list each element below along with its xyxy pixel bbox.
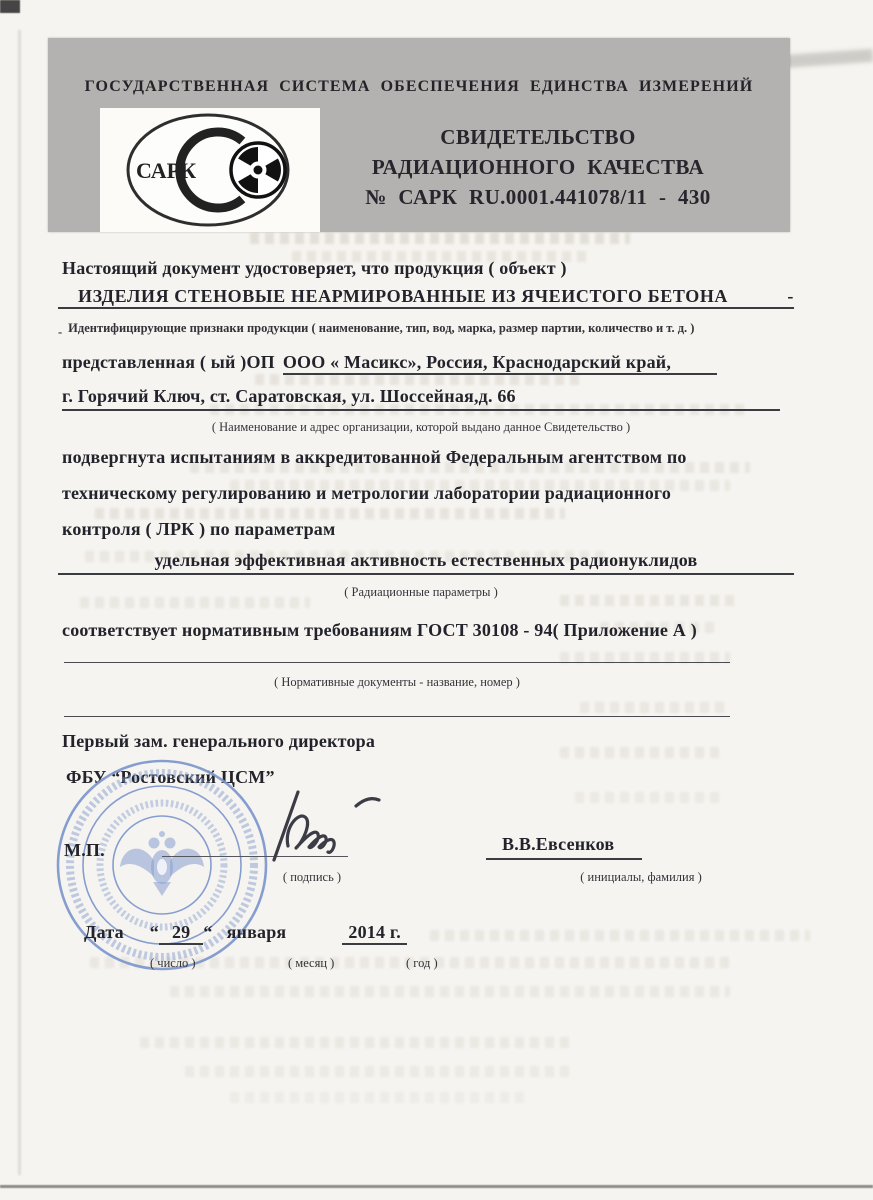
bleed-through-text — [140, 1037, 570, 1048]
certificate-header-banner — [48, 38, 790, 232]
bleed-through-text — [95, 508, 565, 519]
product-name: ИЗДЕЛИЯ СТЕНОВЫЕ НЕАРМИРОВАННЫЕ ИЗ ЯЧЕИСТОГО БЕТОНА — [78, 286, 729, 306]
caption-dash: - — [58, 325, 63, 339]
handwritten-signature-icon — [258, 784, 408, 868]
organization-name: ООО « Масикс», Россия, Краснодарский край, — [283, 352, 671, 375]
organization-address: г. Горячий Ключ, ст. Саратовская, ул. Шоссейная,д. 66 — [62, 386, 780, 411]
gost-system-header: ГОСУДАРСТВЕННАЯ СИСТЕМА ОБЕСПЕЧЕНИЯ ЕДИНСТВА ИЗМЕРЕНИЙ — [84, 78, 754, 95]
name-caption: ( инициалы, фамилия ) — [580, 870, 702, 884]
sark-logo — [100, 108, 320, 232]
date-row — [84, 922, 407, 945]
statement-intro: Настоящий документ удостоверяет, что продукция ( объект ) — [62, 258, 567, 278]
title-line-1: СВИДЕТЕЛЬСТВО — [440, 125, 636, 149]
bleed-through-text — [170, 986, 730, 997]
scan-left-edge-shadow — [18, 30, 21, 1175]
bleed-through-text — [430, 930, 810, 941]
signatory-name: В.В.Евсенков — [486, 834, 642, 860]
quote-open: “ — [149, 922, 159, 942]
product-name-line — [58, 286, 794, 309]
date-month: января — [226, 922, 287, 942]
bleed-through-text — [185, 1066, 575, 1077]
certificate-title — [298, 122, 778, 212]
normative-rule-line — [64, 662, 730, 663]
certificate-number: № САРК RU.0001.441078/11 - 430 — [365, 185, 711, 209]
product-name-dash: - — [787, 286, 794, 306]
bleed-through-text — [580, 702, 730, 713]
compliance-statement: соответствует нормативным требованиям ГОСТ 30108 - 94( Приложение А ) — [62, 620, 697, 640]
represented-line — [62, 352, 717, 375]
tested-line-2: техническому регулированию и метрологии лаборатории радиационного — [62, 483, 672, 503]
day-caption: ( число ) — [150, 956, 196, 970]
tested-line-3: контроля ( ЛРК ) по параметрам — [62, 519, 336, 539]
product-caption-line — [58, 321, 695, 339]
bleed-through-text — [250, 233, 630, 244]
date-day: 29 — [159, 922, 203, 945]
signatory-position-1: Первый зам. генерального директора — [62, 731, 376, 751]
bleed-through-text — [255, 374, 585, 385]
signatory-position-2: ФБУ “Ростовский ЦСМ” — [66, 767, 275, 787]
double-headed-eagle-icon — [120, 831, 204, 896]
tested-line-1: подвергнута испытаниям в аккредитованной Федеральным агентством по — [62, 447, 687, 467]
title-line-2: РАДИАЦИОННОГО КАЧЕСТВА — [371, 155, 705, 179]
bleed-through-text — [575, 792, 725, 803]
sark-logo-text: САРК — [136, 158, 197, 183]
represented-prefix: представленная ( ый )ОП — [62, 352, 275, 372]
month-caption: ( месяц ) — [288, 956, 335, 970]
scan-corner-artifact — [0, 0, 20, 13]
year-caption: ( год ) — [406, 956, 438, 970]
date-label: Дата — [84, 922, 124, 942]
normative-caption: ( Нормативные документы - название, номер ) — [274, 675, 520, 689]
parameter-value: удельная эффективная активность естественных радионуклидов — [58, 550, 794, 575]
mp-label: М.П. — [64, 840, 105, 860]
bleed-through-text — [230, 1092, 530, 1103]
signature-caption: ( подпись ) — [282, 870, 342, 884]
quote-close: “ — [203, 922, 213, 942]
sark-emblem-icon — [100, 108, 320, 232]
separator-rule-line — [64, 716, 730, 717]
product-caption: Идентифицирующие признаки продукции ( наименование, тип, вод, марка, размер партии, количество и т. д. ) — [68, 321, 695, 335]
date-year: 2014 г. — [342, 922, 407, 945]
scan-bottom-edge-line — [0, 1185, 873, 1188]
bleed-through-text — [560, 747, 720, 758]
parameter-caption: ( Радиационные параметры ) — [344, 585, 498, 599]
organization-caption: ( Наименование и адрес организации, которой выдано данное Свидетельство ) — [211, 420, 631, 434]
scan-top-right-smudge — [781, 49, 873, 68]
signature — [258, 784, 408, 868]
